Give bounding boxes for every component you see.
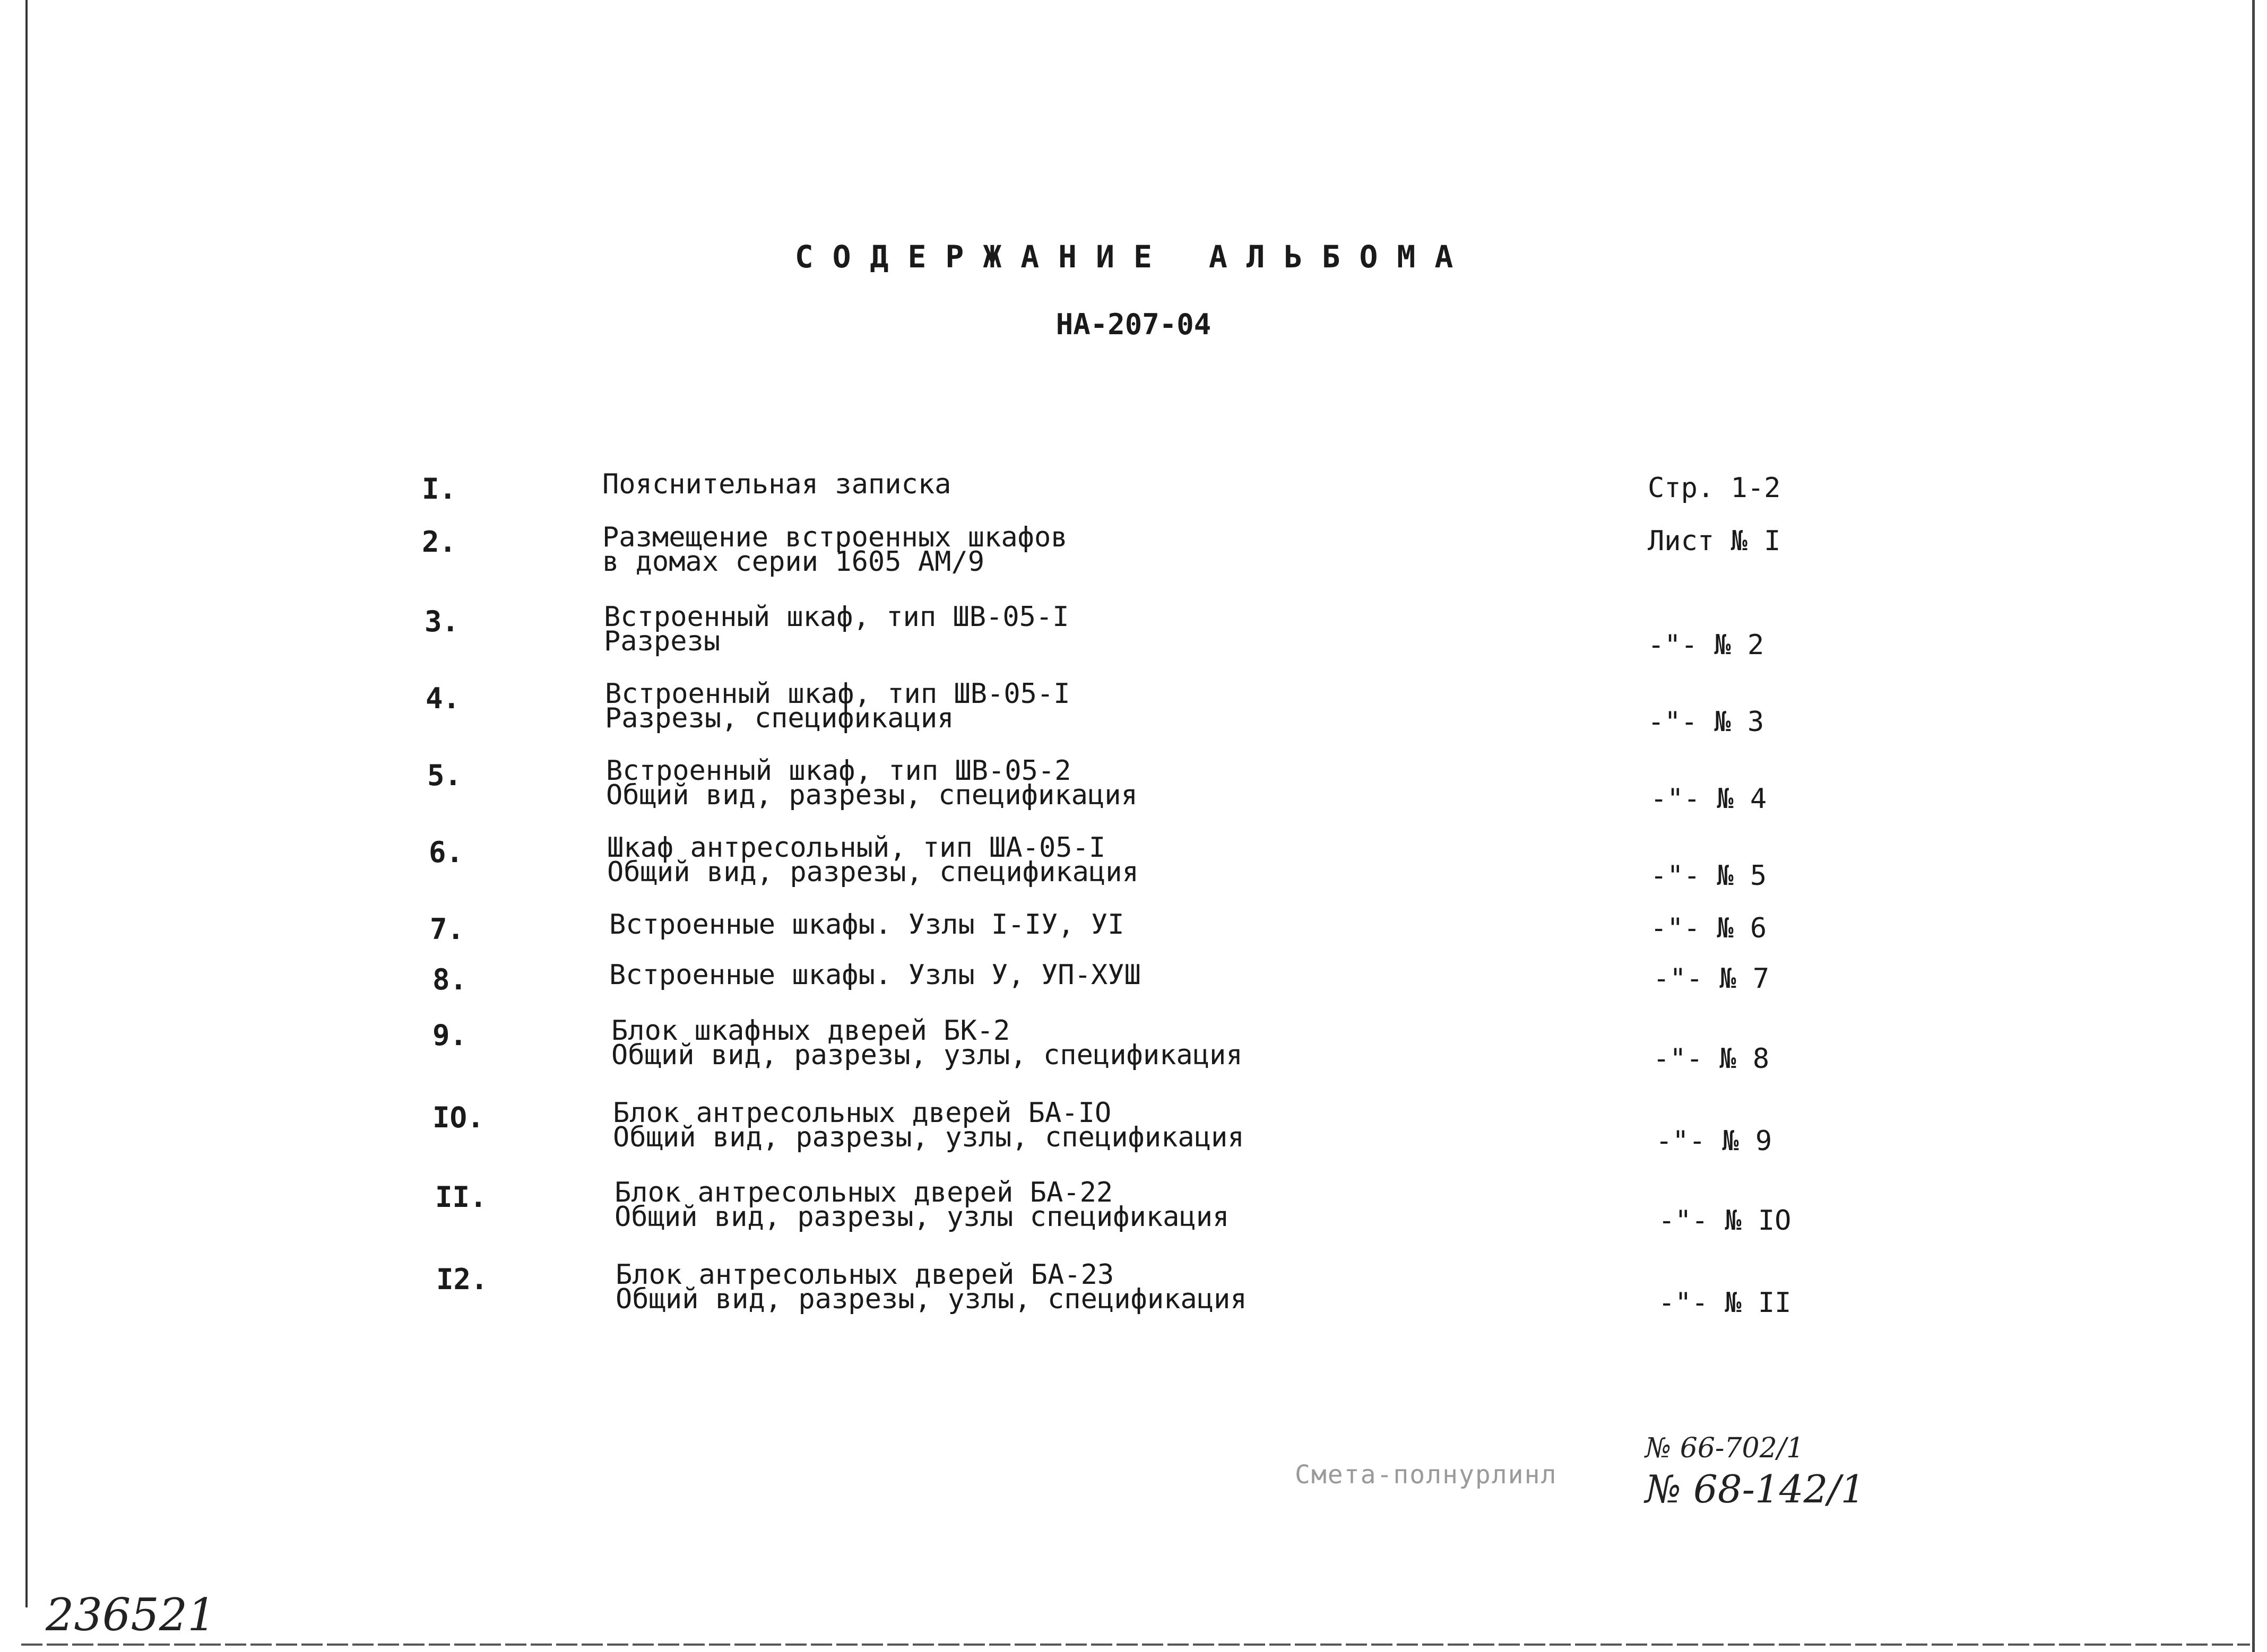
album-title: СОДЕРЖАНИЕ АЛЬБОМА xyxy=(794,239,1473,275)
entry-description xyxy=(607,832,1139,888)
entry-subtitle: Общий вид, разрезы, узлы, спецификация xyxy=(616,1283,1247,1315)
entry-subtitle: Разрезы xyxy=(604,625,721,657)
entry-sheet-reference: -"- № IO xyxy=(1658,1205,1792,1237)
entry-number: 7. xyxy=(430,912,465,946)
entry-title: Встроенный шкаф, тип ШВ-05-I xyxy=(605,678,1070,710)
entry-number: I2. xyxy=(436,1263,488,1296)
entry-description xyxy=(604,601,1069,657)
entry-number: 8. xyxy=(432,963,468,996)
entry-subtitle: Общий вид, разрезы, узлы, спецификация xyxy=(611,1039,1243,1071)
entry-title: Размещение встроенных шкафов xyxy=(602,521,1068,553)
entry-description xyxy=(602,468,951,500)
entry-title: Встроенный шкаф, тип ШВ-05-I xyxy=(604,601,1069,633)
entry-description xyxy=(605,678,1070,734)
archive-stamp: Смета-полнурлинл xyxy=(1295,1460,1558,1490)
frame-bottom-border xyxy=(21,1644,2250,1646)
handwritten-note-2: № 68-142/1 xyxy=(1645,1467,1865,1511)
entry-title: Блок шкафных дверей БК-2 xyxy=(611,1015,1010,1047)
entry-number: 3. xyxy=(425,605,460,638)
entry-number: II. xyxy=(435,1180,487,1214)
entry-description xyxy=(606,755,1138,811)
entry-title: Пояснительная записка xyxy=(602,468,951,500)
entry-description xyxy=(615,1177,1230,1233)
entry-description xyxy=(616,1259,1247,1315)
entry-sheet-reference: -"- № 2 xyxy=(1648,629,1764,661)
entry-title: Блок антресольных дверей БА-23 xyxy=(616,1259,1114,1291)
entry-sheet-reference: -"- № 4 xyxy=(1650,783,1767,815)
entry-number: 9. xyxy=(432,1019,468,1052)
entry-number: 2. xyxy=(422,525,457,559)
entry-subtitle: Общий вид, разрезы, узлы спецификация xyxy=(615,1201,1230,1233)
entry-sheet-reference: -"- № 5 xyxy=(1650,860,1767,892)
entry-subtitle: Общий вид, разрезы, узлы, спецификация xyxy=(613,1121,1244,1153)
entry-title: Встроенные шкафы. Узлы I-IУ, УI xyxy=(609,909,1124,941)
handwritten-note-1: № 66-702/1 xyxy=(1645,1432,1804,1464)
entry-number: 5. xyxy=(427,759,462,792)
entry-sheet-reference: -"- № 3 xyxy=(1648,706,1764,738)
entry-number: 6. xyxy=(429,836,464,869)
entry-title: Встроенный шкаф, тип ШВ-05-2 xyxy=(606,755,1071,787)
entry-sheet-reference: -"- № 8 xyxy=(1653,1043,1770,1075)
entry-title: Встроенные шкафы. Узлы У, УП-ХУШ xyxy=(609,959,1141,991)
entry-title: Шкаф антресольный, тип ША-05-I xyxy=(607,832,1106,864)
entry-description xyxy=(602,521,1068,578)
inventory-number: 236521 xyxy=(46,1589,216,1641)
entry-sheet-reference: -"- № 7 xyxy=(1653,963,1770,995)
entry-subtitle: Разрезы, спецификация xyxy=(605,702,954,734)
album-code: НА-207-04 xyxy=(1055,308,1212,341)
entry-title: Блок антресольных дверей БА-IO xyxy=(613,1097,1112,1129)
entry-description xyxy=(609,959,1141,991)
entry-title: Блок антресольных дверей БА-22 xyxy=(615,1177,1113,1208)
entry-sheet-reference: -"- № 9 xyxy=(1656,1125,1772,1157)
entry-subtitle: Общий вид, разрезы, спецификация xyxy=(606,779,1138,811)
entry-sheet-reference: -"- № 6 xyxy=(1650,912,1767,944)
entry-subtitle: Общий вид, разрезы, спецификация xyxy=(607,856,1139,888)
entry-number: 4. xyxy=(426,682,461,715)
entry-number: I. xyxy=(422,472,457,506)
entry-description xyxy=(611,1015,1243,1071)
entry-subtitle: в домах серии 1605 АМ/9 xyxy=(602,546,985,578)
entry-description xyxy=(613,1097,1244,1153)
entry-sheet-reference: -"- № II xyxy=(1658,1287,1792,1319)
entry-number: IO. xyxy=(432,1101,484,1134)
entry-description xyxy=(609,909,1124,941)
entry-sheet-reference: Стр. 1-2 xyxy=(1648,472,1781,504)
entry-sheet-reference: Лист № I xyxy=(1648,525,1781,557)
